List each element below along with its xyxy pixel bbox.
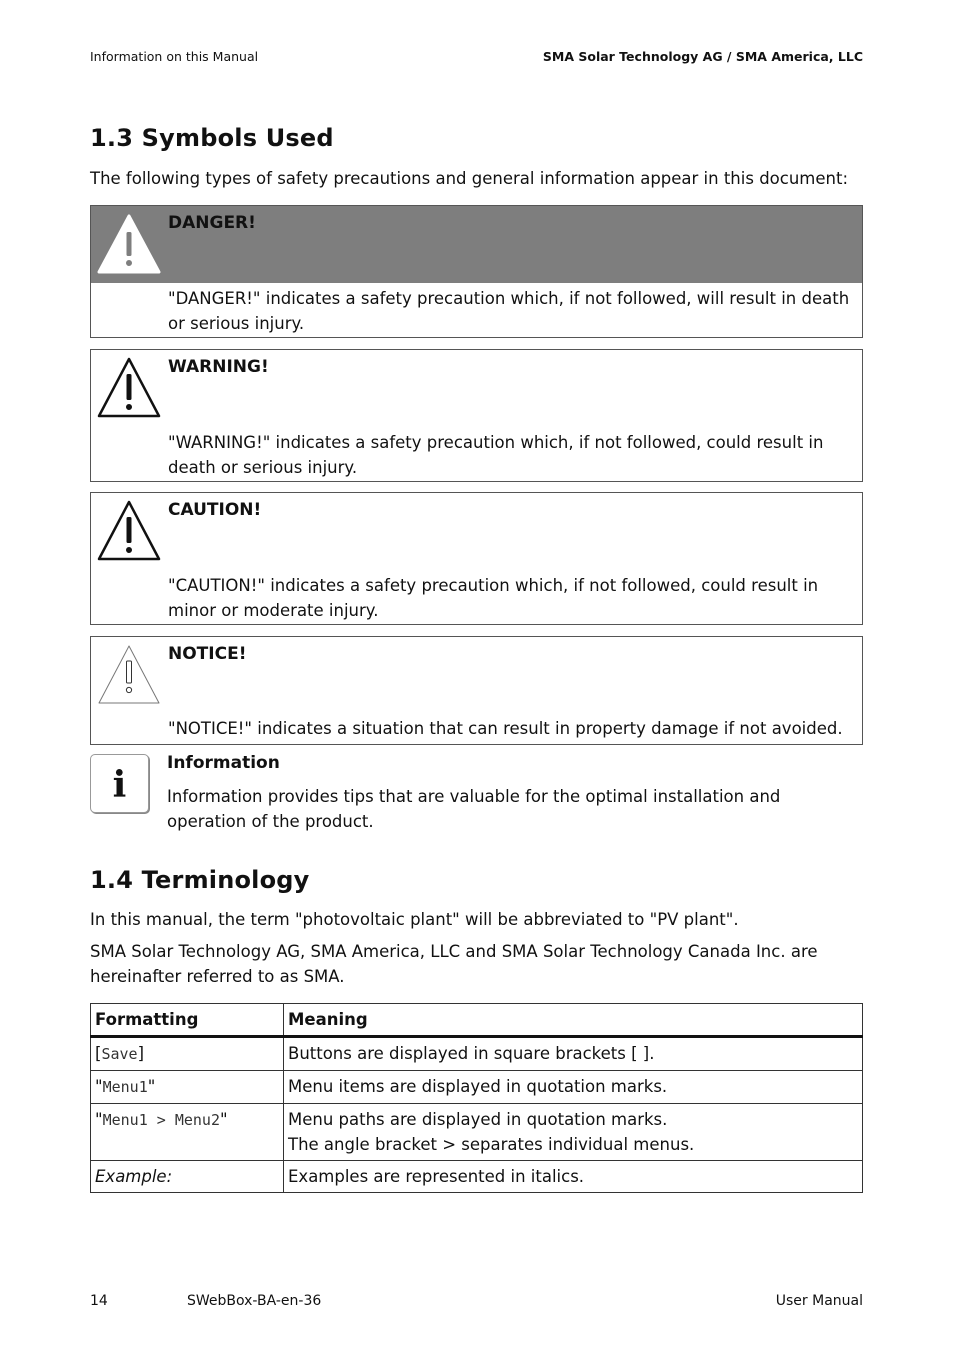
- caution-title: CAUTION!: [168, 500, 262, 520]
- danger-title: DANGER!: [168, 213, 256, 233]
- warning-triangle-icon: [95, 354, 163, 424]
- notice-triangle-icon: [95, 641, 163, 711]
- section-heading-symbols: 1.3 Symbols Used: [90, 124, 334, 152]
- formatting-cell: [91, 1037, 284, 1071]
- terminology-para-1: In this manual, the term "photovoltaic plant" will be abbreviated to "PV plant".: [90, 910, 739, 929]
- formatting-cell: [91, 1104, 284, 1161]
- information-title: Information: [167, 753, 280, 773]
- table-row: [91, 1104, 863, 1161]
- formatting-cell: [91, 1071, 284, 1104]
- menu-path-format-example: Menu1 > Menu2: [102, 1111, 220, 1129]
- section-heading-terminology: 1.4 Terminology: [90, 866, 310, 894]
- bracket-open: [: [95, 1044, 102, 1063]
- running-header-right: SMA Solar Technology AG / SMA America, LLC: [542, 49, 863, 64]
- information-icon-glyph: i: [112, 764, 127, 806]
- warning-title: WARNING!: [168, 357, 269, 377]
- meaning-line-2: The angle bracket > separates individual menus.: [288, 1135, 695, 1154]
- notice-text: "NOTICE!" indicates a situation that can result in property damage if not avoided.: [168, 719, 843, 738]
- quote-close: ": [147, 1077, 156, 1096]
- warning-triangle-icon: [95, 210, 163, 280]
- table-header-row: [91, 1004, 863, 1037]
- footer-document-id: SWebBox-BA-en-36: [187, 1293, 322, 1309]
- meaning-line-1: Menu paths are displayed in quotation marks.: [288, 1110, 668, 1129]
- warning-box: [90, 349, 863, 482]
- formatting-cell-italic: Example:: [91, 1161, 284, 1193]
- information-icon: [90, 754, 149, 813]
- button-format-example: Save: [101, 1045, 138, 1063]
- caution-box: [90, 492, 863, 625]
- caution-text: "CAUTION!" indicates a safety precaution which, if not followed, could result in minor or moderate injury.: [168, 576, 819, 620]
- terminology-para-2: SMA Solar Technology AG, SMA America, LLC and SMA Solar Technology Canada Inc. are hereinafter referred to as SMA.: [90, 942, 818, 986]
- table-row: [91, 1161, 863, 1193]
- column-header-meaning: Meaning: [284, 1004, 863, 1037]
- footer-page-number: 14: [90, 1293, 108, 1309]
- quote-open: ": [95, 1110, 103, 1129]
- table-row: [91, 1037, 863, 1071]
- meaning-cell: Examples are represented in italics.: [284, 1161, 863, 1193]
- quote-close: ": [220, 1110, 228, 1129]
- warning-text: "WARNING!" indicates a safety precaution which, if not followed, could result in death or serious injury.: [168, 433, 824, 477]
- meaning-cell: Menu items are displayed in quotation marks.: [284, 1071, 863, 1104]
- running-header-left: Information on this Manual: [90, 49, 259, 64]
- information-text: Information provides tips that are valuable for the optimal installation and operation of the product.: [167, 787, 781, 831]
- meaning-cell: [284, 1104, 863, 1161]
- notice-box: [90, 636, 863, 745]
- symbols-intro: The following types of safety precautions and general information appear in this document:: [90, 169, 849, 188]
- danger-text: "DANGER!" indicates a safety precaution which, if not followed, will result in death or serious injury.: [168, 289, 850, 333]
- column-header-formatting: Formatting: [91, 1004, 284, 1037]
- warning-triangle-icon: [95, 497, 163, 567]
- footer-document-type: User Manual: [775, 1293, 863, 1309]
- danger-box: [90, 205, 863, 338]
- notice-title: NOTICE!: [168, 644, 247, 664]
- quote-open: ": [95, 1077, 103, 1096]
- table-row: [91, 1071, 863, 1104]
- bracket-close: ]: [137, 1044, 144, 1063]
- formatting-table: [90, 1003, 863, 1193]
- meaning-cell: Buttons are displayed in square brackets [ ].: [284, 1037, 863, 1071]
- menu-format-example: Menu1: [102, 1078, 148, 1096]
